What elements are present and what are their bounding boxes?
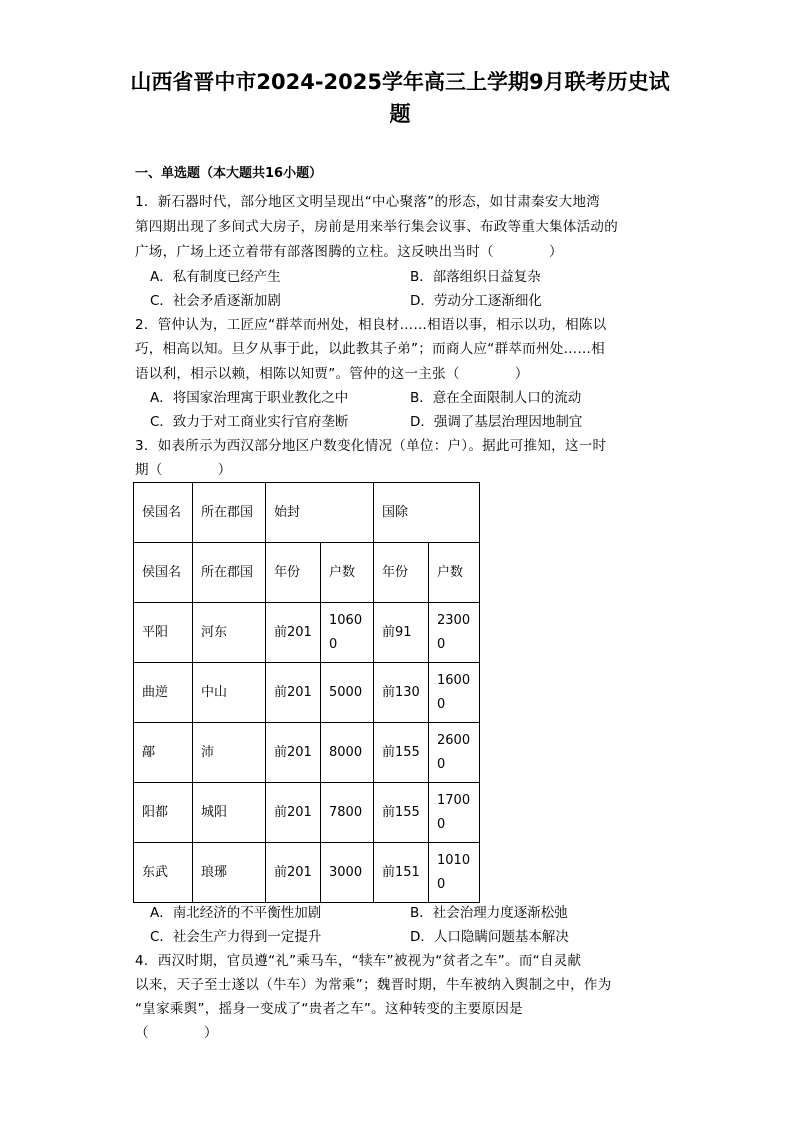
table-header-row (134, 543, 480, 603)
q1-option-b: B．部落组织日益复杂 (410, 269, 541, 285)
table-header-cell: 所在郡国 (193, 483, 266, 543)
q2-option-a: A．将国家治理寓于职业教化之中 (150, 390, 349, 406)
q3-option-b: B．社会治理力度逐渐松弛 (410, 905, 568, 921)
table-cell: 10600 (321, 603, 374, 663)
table-cell: 16000 (429, 663, 480, 723)
table-cell: 前201 (266, 843, 321, 903)
table-header-row (134, 483, 480, 543)
table-cell: 26000 (429, 723, 480, 783)
document-title (120, 66, 680, 130)
q1-line-2: 第四期出现了多间式大房子，房前是用来举行集会议事、布政等重大集体活动的 (135, 219, 618, 235)
table-cell: 17000 (429, 783, 480, 843)
q2-line-3: 语以利，相示以赖，相陈以知贾”。管仲的这一主张（ ） (135, 366, 529, 382)
q4-line-1: 4．西汉时期，官员遵“礼”乘马车，“犊车”被视为“贫者之车”。而“自灵献 (135, 953, 582, 969)
table-cell: 前201 (266, 663, 321, 723)
table-cell: 7800 (321, 783, 374, 843)
table-row (134, 843, 480, 903)
table-cell: 前201 (266, 783, 321, 843)
q1-option-d: D．劳动分工逐渐细化 (410, 293, 542, 309)
q1-line-1: 1．新石器时代，部分地区文明呈现出“中心聚落”的形态，如甘肃秦安大地湾 (135, 194, 601, 210)
q3-line-2: 期（ ） (135, 462, 232, 478)
table-cell: 8000 (321, 723, 374, 783)
q1-option-a: A．私有制度已经产生 (150, 269, 281, 285)
table-row (134, 663, 480, 723)
table-cell: 前201 (266, 603, 321, 663)
q2-option-d: D．强调了基层治理因地制宜 (410, 414, 583, 430)
q4-line-2: 以来，天子至士遂以（牛车）为常乘”；魏晋时期，牛车被纳入舆制之中，作为 (135, 977, 612, 993)
q2-option-b: B．意在全面限制人口的流动 (410, 390, 582, 406)
table-cell: 曲逆 (134, 663, 193, 723)
table-header-cell: 年份 (374, 543, 429, 603)
table-header-cell: 户数 (321, 543, 374, 603)
table-cell: 前155 (374, 783, 429, 843)
table-header-cell: 所在郡国 (193, 543, 266, 603)
title-line-1: 山西省晋中市2024-2025学年高三上学期9月联考历史试 (130, 70, 670, 94)
table-cell: 3000 (321, 843, 374, 903)
q2-line-1: 2．管仲认为，工匠应“群萃而州处，相良材……相语以事，相示以功，相陈以 (135, 317, 607, 333)
q4-line-4: （ ） (135, 1025, 218, 1041)
table-row (134, 783, 480, 843)
q3-option-c: C．社会生产力得到一定提升 (150, 929, 322, 945)
section-heading: 一、单选题（本大题共16小题） (135, 166, 323, 181)
q1-option-c: C．社会矛盾逐渐加剧 (150, 293, 281, 309)
title-line-2: 题 (389, 102, 411, 126)
table-cell: 阳都 (134, 783, 193, 843)
household-table (133, 482, 480, 903)
table-cell: 沛 (193, 723, 266, 783)
table-cell: 前155 (374, 723, 429, 783)
table-cell: 东武 (134, 843, 193, 903)
q3-option-a: A．南北经济的不平衡性加剧 (150, 905, 322, 921)
q2-line-2: 巧，相高以知。旦夕从事于此，以此教其子弟”；而商人应“群萃而州处……相 (135, 341, 605, 357)
table-header-cell: 始封 (266, 483, 374, 543)
table-cell: 平阳 (134, 603, 193, 663)
table-cell: 10100 (429, 843, 480, 903)
table-cell: 前91 (374, 603, 429, 663)
table-cell: 河东 (193, 603, 266, 663)
table-cell: 5000 (321, 663, 374, 723)
table-cell: 前151 (374, 843, 429, 903)
table-cell: 23000 (429, 603, 480, 663)
q3-line-1: 3．如表所示为西汉部分地区户数变化情况（单位：户）。据此可推知，这一时 (135, 438, 607, 454)
table-cell: 中山 (193, 663, 266, 723)
table-cell: 前201 (266, 723, 321, 783)
q2-option-c: C．致力于对工商业实行官府垄断 (150, 414, 349, 430)
table-row (134, 723, 480, 783)
table-header-cell: 年份 (266, 543, 321, 603)
table-cell: 琅琊 (193, 843, 266, 903)
table-header-cell: 侯国名 (134, 543, 193, 603)
table-cell: 鄗 (134, 723, 193, 783)
table-cell: 前130 (374, 663, 429, 723)
q4-line-3: “皇家乘舆”，摇身一变成了“贵者之车”。这种转变的主要原因是 (135, 1001, 523, 1017)
q1-line-3: 广场，广场上还立着带有部落图腾的立柱。这反映出当时（ ） (135, 244, 563, 260)
table-header-cell: 侯国名 (134, 483, 193, 543)
q3-option-d: D．人口隐瞒问题基本解决 (410, 929, 569, 945)
table-cell: 城阳 (193, 783, 266, 843)
table-row (134, 603, 480, 663)
table-header-cell: 国除 (374, 483, 480, 543)
table-header-cell: 户数 (429, 543, 480, 603)
